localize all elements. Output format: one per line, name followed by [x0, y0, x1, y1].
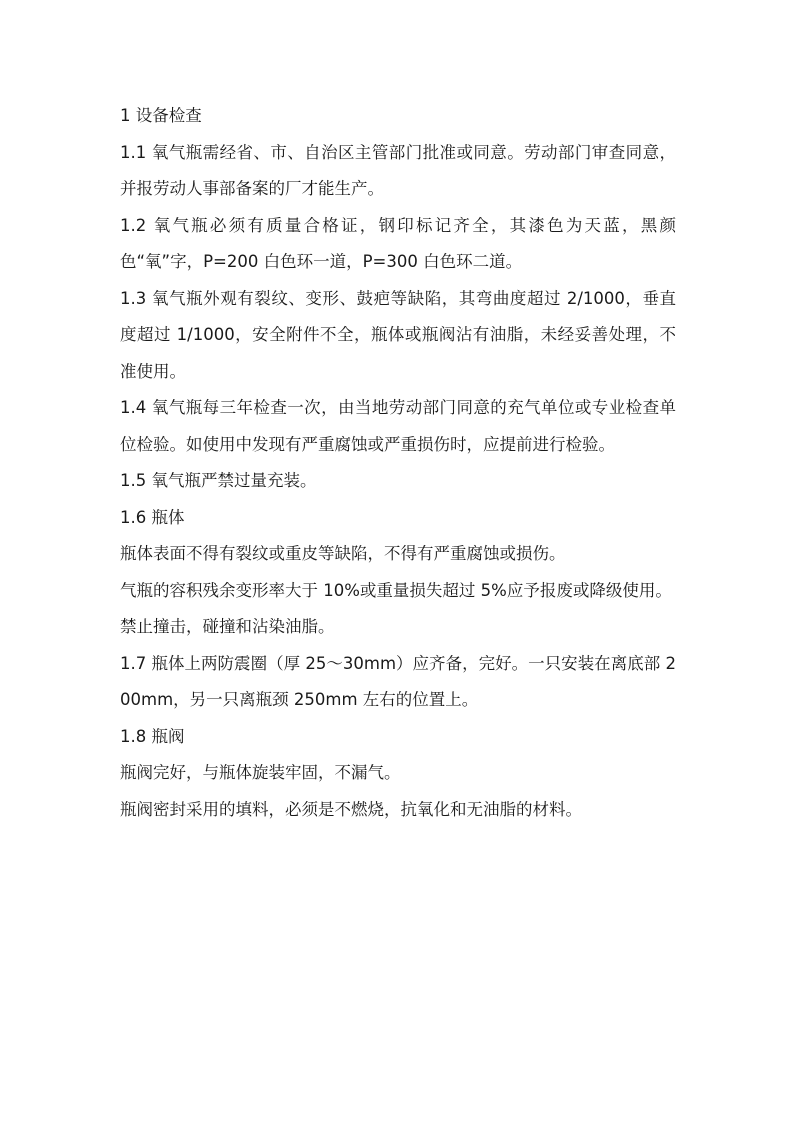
paragraph-1-7: 1.7 瓶体上两防震圈（厚 25～30mm）应齐备，完好。一只安装在离底部 200mm，另一只离瓶颈 250mm 左右的位置上。 [120, 653, 676, 709]
paragraph-1-5: 1.5 氧气瓶严禁过量充装。 [120, 471, 317, 490]
paragraph-1-2: 1.2 氧气瓶必须有质量合格证，钢印标记齐全，其漆色为天蓝，黑颜色“氧”字，P=200 白色环一道，P=300 白色环二道。 [120, 215, 676, 271]
paragraph-1-3: 1.3 氧气瓶外观有裂纹、变形、鼓疤等缺陷，其弯曲度超过 2/1000，垂直度超过 1/1000，安全附件不全，瓶体或瓶阀沾有油脂，未经妥善处理，不准使用。 [120, 288, 676, 381]
subheading-1-6: 1.6 瓶体 [120, 507, 185, 527]
subheading-1-8: 1.8 瓶阀 [120, 726, 185, 746]
paragraph-no-impact: 禁止撞击，碰撞和沾染油脂。 [120, 617, 335, 636]
paragraph-deformation-rate: 气瓶的容积残余变形率大于 10%或重量损失超过 5%应予报废或降级使用。 [120, 580, 672, 600]
paragraph-valve-seal: 瓶阀密封采用的填料，必须是不燃烧，抗氧化和无油脂的材料。 [120, 799, 582, 819]
section-heading-1: 1 设备检查 [120, 106, 202, 125]
paragraph-valve-intact: 瓶阀完好，与瓶体旋装牢固，不漏气。 [120, 763, 401, 782]
paragraph-1-4: 1.4 氧气瓶每三年检查一次，由当地劳动部门同意的充气单位或专业检查单位检验。如使用中发现有严重腐蚀或严重损伤时，应提前进行检验。 [120, 398, 676, 454]
paragraph-bottle-surface: 瓶体表面不得有裂纹或重皮等缺陷，不得有严重腐蚀或损伤。 [120, 544, 566, 563]
paragraph-1-1: 1.1 氧气瓶需经省、市、自治区主管部门批准或同意。劳动部门审查同意，并报劳动人事部备案的厂才能生产。 [120, 142, 676, 198]
document-body [120, 98, 676, 828]
